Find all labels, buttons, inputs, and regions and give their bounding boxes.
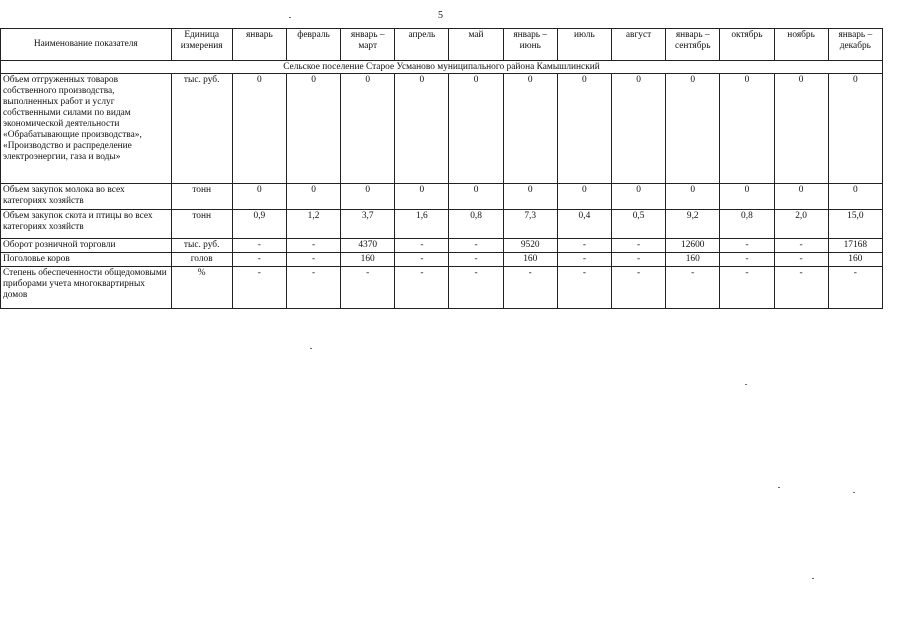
cell-value: 0 bbox=[828, 74, 882, 184]
cell-value: - bbox=[720, 267, 774, 309]
row-unit: голов bbox=[171, 253, 232, 267]
header-month: август bbox=[611, 29, 665, 61]
cell-value: 0 bbox=[503, 74, 557, 184]
cell-value: - bbox=[395, 253, 449, 267]
header-month: май bbox=[449, 29, 503, 61]
cell-value: 3,7 bbox=[341, 210, 395, 239]
cell-value: 0 bbox=[395, 74, 449, 184]
header-month: апрель bbox=[395, 29, 449, 61]
cell-value: 0 bbox=[503, 184, 557, 210]
header-indicator-name: Наименование показателя bbox=[1, 29, 172, 61]
row-name: Степень обеспеченности общедомовыми приборами учета многоквартирных домов bbox=[1, 267, 172, 309]
cell-value: 15,0 bbox=[828, 210, 882, 239]
header-month: февраль bbox=[286, 29, 340, 61]
cell-value: - bbox=[449, 267, 503, 309]
row-name: Оборот розничной торговли bbox=[1, 239, 172, 253]
cell-value: - bbox=[286, 267, 340, 309]
cell-value: 0 bbox=[449, 184, 503, 210]
cell-value: - bbox=[774, 239, 828, 253]
cell-value: - bbox=[286, 253, 340, 267]
cell-value: 9520 bbox=[503, 239, 557, 253]
cell-value: 0 bbox=[720, 184, 774, 210]
cell-value: 1,6 bbox=[395, 210, 449, 239]
cell-value: - bbox=[720, 239, 774, 253]
cell-value: 0 bbox=[232, 184, 286, 210]
row-unit: тыс. руб. bbox=[171, 239, 232, 253]
cell-value: - bbox=[828, 267, 882, 309]
row-name: Объем отгруженных товаров собственного производства, выполненных работ и услуг собственными силами по видам экономической деятельности «Обрабатывающие производства», «Производство и распределение электроэнергии, газа и воды» bbox=[1, 74, 172, 184]
section-row bbox=[1, 61, 883, 74]
scan-speck bbox=[289, 17, 291, 18]
cell-value: 2,0 bbox=[774, 210, 828, 239]
cell-value: 7,3 bbox=[503, 210, 557, 239]
cell-value: 0 bbox=[341, 184, 395, 210]
cell-value: 160 bbox=[341, 253, 395, 267]
cell-value: 160 bbox=[828, 253, 882, 267]
header-month: октябрь bbox=[720, 29, 774, 61]
cell-value: - bbox=[720, 253, 774, 267]
row-unit: % bbox=[171, 267, 232, 309]
cell-value: 0 bbox=[286, 184, 340, 210]
cell-value: - bbox=[666, 267, 720, 309]
header-unit: Единица измерения bbox=[171, 29, 232, 61]
indicators-table bbox=[0, 28, 883, 309]
cell-value: - bbox=[774, 253, 828, 267]
header-month: январь – июнь bbox=[503, 29, 557, 61]
scan-speck bbox=[310, 348, 312, 349]
cell-value: 4370 bbox=[341, 239, 395, 253]
scan-speck bbox=[853, 492, 855, 493]
cell-value: 160 bbox=[503, 253, 557, 267]
cell-value: 0 bbox=[557, 74, 611, 184]
table-row bbox=[1, 74, 883, 184]
header-month: январь – сентябрь bbox=[666, 29, 720, 61]
row-name: Поголовье коров bbox=[1, 253, 172, 267]
header-month: январь – март bbox=[341, 29, 395, 61]
cell-value: - bbox=[774, 267, 828, 309]
row-name: Объем закупок молока во всех категориях хозяйств bbox=[1, 184, 172, 210]
cell-value: 0 bbox=[557, 184, 611, 210]
cell-value: - bbox=[503, 267, 557, 309]
cell-value: 160 bbox=[666, 253, 720, 267]
table-row bbox=[1, 267, 883, 309]
cell-value: 0 bbox=[666, 184, 720, 210]
cell-value: - bbox=[232, 253, 286, 267]
cell-value: - bbox=[557, 239, 611, 253]
page-number: 5 bbox=[438, 10, 443, 21]
cell-value: - bbox=[232, 239, 286, 253]
cell-value: 0,5 bbox=[611, 210, 665, 239]
cell-value: - bbox=[449, 239, 503, 253]
cell-value: - bbox=[611, 253, 665, 267]
cell-value: 0 bbox=[395, 184, 449, 210]
cell-value: - bbox=[286, 239, 340, 253]
cell-value: 0,4 bbox=[557, 210, 611, 239]
cell-value: 0 bbox=[611, 74, 665, 184]
row-unit: тыс. руб. bbox=[171, 74, 232, 184]
scan-speck bbox=[778, 487, 780, 488]
header-month: ноябрь bbox=[774, 29, 828, 61]
cell-value: - bbox=[611, 267, 665, 309]
cell-value: - bbox=[341, 267, 395, 309]
cell-value: - bbox=[395, 267, 449, 309]
table-row bbox=[1, 239, 883, 253]
cell-value: 17168 bbox=[828, 239, 882, 253]
row-name: Объем закупок скота и птицы во всех категориях хозяйств bbox=[1, 210, 172, 239]
row-unit: тонн bbox=[171, 210, 232, 239]
table-header-row bbox=[1, 29, 883, 61]
cell-value: 0 bbox=[828, 184, 882, 210]
cell-value: 0 bbox=[611, 184, 665, 210]
cell-value: 0 bbox=[774, 184, 828, 210]
cell-value: 1,2 bbox=[286, 210, 340, 239]
table-row bbox=[1, 210, 883, 239]
cell-value: 0 bbox=[449, 74, 503, 184]
header-month: январь – декабрь bbox=[828, 29, 882, 61]
scan-speck bbox=[745, 384, 747, 385]
cell-value: 0 bbox=[232, 74, 286, 184]
cell-value: 12600 bbox=[666, 239, 720, 253]
cell-value: 0 bbox=[774, 74, 828, 184]
cell-value: 0 bbox=[341, 74, 395, 184]
header-month: июль bbox=[557, 29, 611, 61]
cell-value: 0,8 bbox=[720, 210, 774, 239]
table-row bbox=[1, 253, 883, 267]
row-unit: тонн bbox=[171, 184, 232, 210]
scan-speck bbox=[812, 578, 814, 579]
section-title: Сельское поселение Старое Усманово муниципального района Камышлинский bbox=[1, 61, 883, 74]
cell-value: 0 bbox=[720, 74, 774, 184]
table-row bbox=[1, 184, 883, 210]
cell-value: - bbox=[395, 239, 449, 253]
cell-value: - bbox=[557, 267, 611, 309]
cell-value: - bbox=[232, 267, 286, 309]
cell-value: - bbox=[611, 239, 665, 253]
cell-value: 9,2 bbox=[666, 210, 720, 239]
cell-value: 0,8 bbox=[449, 210, 503, 239]
cell-value: - bbox=[449, 253, 503, 267]
cell-value: 0 bbox=[666, 74, 720, 184]
header-month: январь bbox=[232, 29, 286, 61]
cell-value: 0,9 bbox=[232, 210, 286, 239]
cell-value: 0 bbox=[286, 74, 340, 184]
cell-value: - bbox=[557, 253, 611, 267]
